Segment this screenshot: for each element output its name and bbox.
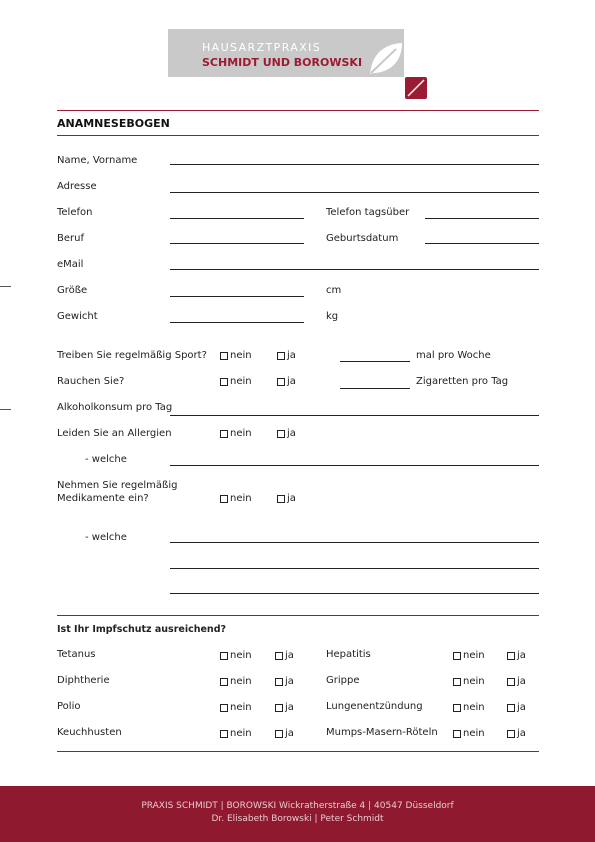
- email-label: eMail: [57, 259, 84, 270]
- divider: [57, 135, 539, 136]
- yes-label: ja: [287, 428, 296, 439]
- no-label: nein: [230, 650, 252, 661]
- allergy-yes-checkbox[interactable]: [277, 428, 296, 439]
- no-label: nein: [230, 493, 252, 504]
- vaccine-label: Grippe: [326, 675, 360, 686]
- form-title: ANAMNESEBOGEN: [57, 117, 170, 130]
- vaccine-label: Polio: [57, 701, 81, 712]
- grippe-yes-checkbox[interactable]: [507, 676, 526, 687]
- phone-field[interactable]: [170, 218, 304, 219]
- checkbox-box[interactable]: [220, 430, 228, 438]
- email-field[interactable]: [170, 269, 539, 270]
- weight-field[interactable]: [170, 322, 304, 323]
- grippe-no-checkbox[interactable]: [453, 676, 485, 687]
- checkbox-box[interactable]: [507, 704, 515, 712]
- yes-label: ja: [517, 650, 526, 661]
- weight-label: Gewicht: [57, 311, 98, 322]
- checkbox-box[interactable]: [220, 730, 228, 738]
- no-label: nein: [230, 350, 252, 361]
- yes-label: ja: [285, 728, 294, 739]
- checkbox-box[interactable]: [220, 495, 228, 503]
- tetanus-yes-checkbox[interactable]: [275, 650, 294, 661]
- name-label: Name, Vorname: [57, 155, 138, 166]
- checkbox-box[interactable]: [220, 678, 228, 686]
- address-field[interactable]: [170, 192, 539, 193]
- polio-yes-checkbox[interactable]: [275, 702, 294, 713]
- height-label: Größe: [57, 285, 88, 296]
- phone-day-field[interactable]: [425, 218, 539, 219]
- checkbox-box[interactable]: [275, 652, 283, 660]
- keuchhusten-no-checkbox[interactable]: [220, 728, 252, 739]
- meds-which-field[interactable]: [170, 542, 539, 543]
- smoke-suffix: Zigaretten pro Tag: [416, 376, 509, 387]
- leaf-icon: [366, 40, 404, 76]
- sport-yes-checkbox[interactable]: [277, 350, 296, 361]
- yes-label: ja: [287, 493, 296, 504]
- fold-mark: [0, 409, 11, 410]
- vaccine-label: Mumps-Masern-Röteln: [326, 727, 438, 738]
- no-label: nein: [230, 676, 252, 687]
- polio-no-checkbox[interactable]: [220, 702, 252, 713]
- checkbox-box[interactable]: [453, 678, 461, 686]
- weight-unit: kg: [326, 311, 339, 322]
- sport-count-field[interactable]: [340, 361, 410, 362]
- yes-label: ja: [517, 676, 526, 687]
- yes-label: ja: [285, 676, 294, 687]
- hepatitis-no-checkbox[interactable]: [453, 650, 485, 661]
- no-label: nein: [463, 702, 485, 713]
- divider: [57, 110, 539, 111]
- checkbox-box[interactable]: [507, 652, 515, 660]
- vaccine-label: Keuchhusten: [57, 727, 122, 738]
- checkbox-box[interactable]: [220, 704, 228, 712]
- yes-label: ja: [285, 702, 294, 713]
- footer-address: PRAXIS SCHMIDT | BOROWSKI Wickratherstraße 4 | 40547 Düsseldorf: [141, 801, 454, 811]
- meds-question-line2: Medikamente ein?: [57, 493, 149, 504]
- vaccine-label: Diphtherie: [57, 675, 110, 686]
- divider: [57, 751, 539, 752]
- meds-which-field[interactable]: [170, 568, 539, 569]
- vaccine-label: Hepatitis: [326, 649, 371, 660]
- checkbox-box[interactable]: [275, 678, 283, 686]
- sport-suffix: mal pro Woche: [416, 350, 491, 361]
- smoke-question: Rauchen Sie?: [57, 376, 125, 387]
- address-label: Adresse: [57, 181, 97, 192]
- meds-which-field[interactable]: [170, 593, 539, 594]
- divider: [57, 615, 539, 616]
- meds-which-label: - welche: [85, 532, 127, 543]
- no-label: nein: [230, 376, 252, 387]
- checkbox-box[interactable]: [507, 730, 515, 738]
- checkbox-box[interactable]: [277, 352, 285, 360]
- sport-question: Treiben Sie regelmäßig Sport?: [57, 350, 207, 361]
- diagonal-square-icon: [405, 77, 427, 99]
- no-label: nein: [463, 650, 485, 661]
- diphtherie-no-checkbox[interactable]: [220, 676, 252, 687]
- phone-day-label: Telefon tagsüber: [326, 207, 410, 218]
- sport-no-checkbox[interactable]: [220, 350, 252, 361]
- checkbox-box[interactable]: [220, 652, 228, 660]
- height-field[interactable]: [170, 296, 304, 297]
- mmr-no-checkbox[interactable]: [453, 728, 485, 739]
- job-label: Beruf: [57, 233, 84, 244]
- diphtherie-yes-checkbox[interactable]: [275, 676, 294, 687]
- meds-question-line1: Nehmen Sie regelmäßig: [57, 480, 178, 491]
- checkbox-box[interactable]: [277, 430, 285, 438]
- no-label: nein: [230, 428, 252, 439]
- checkbox-box[interactable]: [507, 678, 515, 686]
- alcohol-field[interactable]: [170, 415, 539, 416]
- checkbox-box[interactable]: [275, 730, 283, 738]
- height-unit: cm: [326, 285, 342, 296]
- smoke-yes-checkbox[interactable]: [277, 376, 296, 387]
- phone-label: Telefon: [57, 207, 93, 218]
- checkbox-box[interactable]: [453, 730, 461, 738]
- checkbox-box[interactable]: [453, 704, 461, 712]
- vaccine-label: Lungenentzündung: [326, 701, 423, 712]
- checkbox-box[interactable]: [277, 495, 285, 503]
- no-label: nein: [463, 728, 485, 739]
- allergy-which-field[interactable]: [170, 465, 539, 466]
- yes-label: ja: [287, 350, 296, 361]
- yes-label: ja: [517, 702, 526, 713]
- yes-label: ja: [287, 376, 296, 387]
- birth-label: Geburtsdatum: [326, 233, 399, 244]
- alcohol-label: Alkoholkonsum pro Tag: [57, 402, 173, 413]
- tetanus-no-checkbox[interactable]: [220, 650, 252, 661]
- smoke-count-field[interactable]: [340, 388, 410, 389]
- checkbox-box[interactable]: [220, 378, 228, 386]
- logo-line-2: SCHMIDT UND BOROWSKI: [202, 56, 363, 69]
- allergy-which-label: - welche: [85, 454, 127, 465]
- yes-label: ja: [285, 650, 294, 661]
- fold-mark: [0, 286, 11, 287]
- meds-yes-checkbox[interactable]: [277, 493, 296, 504]
- name-field[interactable]: [170, 164, 539, 165]
- checkbox-box[interactable]: [275, 704, 283, 712]
- yes-label: ja: [517, 728, 526, 739]
- job-field[interactable]: [170, 243, 304, 244]
- birth-field[interactable]: [425, 243, 539, 244]
- no-label: nein: [230, 702, 252, 713]
- allergy-question: Leiden Sie an Allergien: [57, 428, 172, 439]
- lungenentzuendung-yes-checkbox[interactable]: [507, 702, 526, 713]
- no-label: nein: [463, 676, 485, 687]
- checkbox-box[interactable]: [453, 652, 461, 660]
- vaccination-title: Ist Ihr Impfschutz ausreichend?: [57, 624, 227, 635]
- lungenentzuendung-no-checkbox[interactable]: [453, 702, 485, 713]
- no-label: nein: [230, 728, 252, 739]
- checkbox-box[interactable]: [220, 352, 228, 360]
- logo-line-1: HAUSARZTPRAXIS: [202, 41, 322, 54]
- allergy-no-checkbox[interactable]: [220, 428, 252, 439]
- footer-doctors: Dr. Elisabeth Borowski | Peter Schmidt: [211, 814, 384, 824]
- checkbox-box[interactable]: [277, 378, 285, 386]
- hepatitis-yes-checkbox[interactable]: [507, 650, 526, 661]
- smoke-no-checkbox[interactable]: [220, 376, 252, 387]
- meds-no-checkbox[interactable]: [220, 493, 252, 504]
- vaccine-label: Tetanus: [57, 649, 96, 660]
- keuchhusten-yes-checkbox[interactable]: [275, 728, 294, 739]
- mmr-yes-checkbox[interactable]: [507, 728, 526, 739]
